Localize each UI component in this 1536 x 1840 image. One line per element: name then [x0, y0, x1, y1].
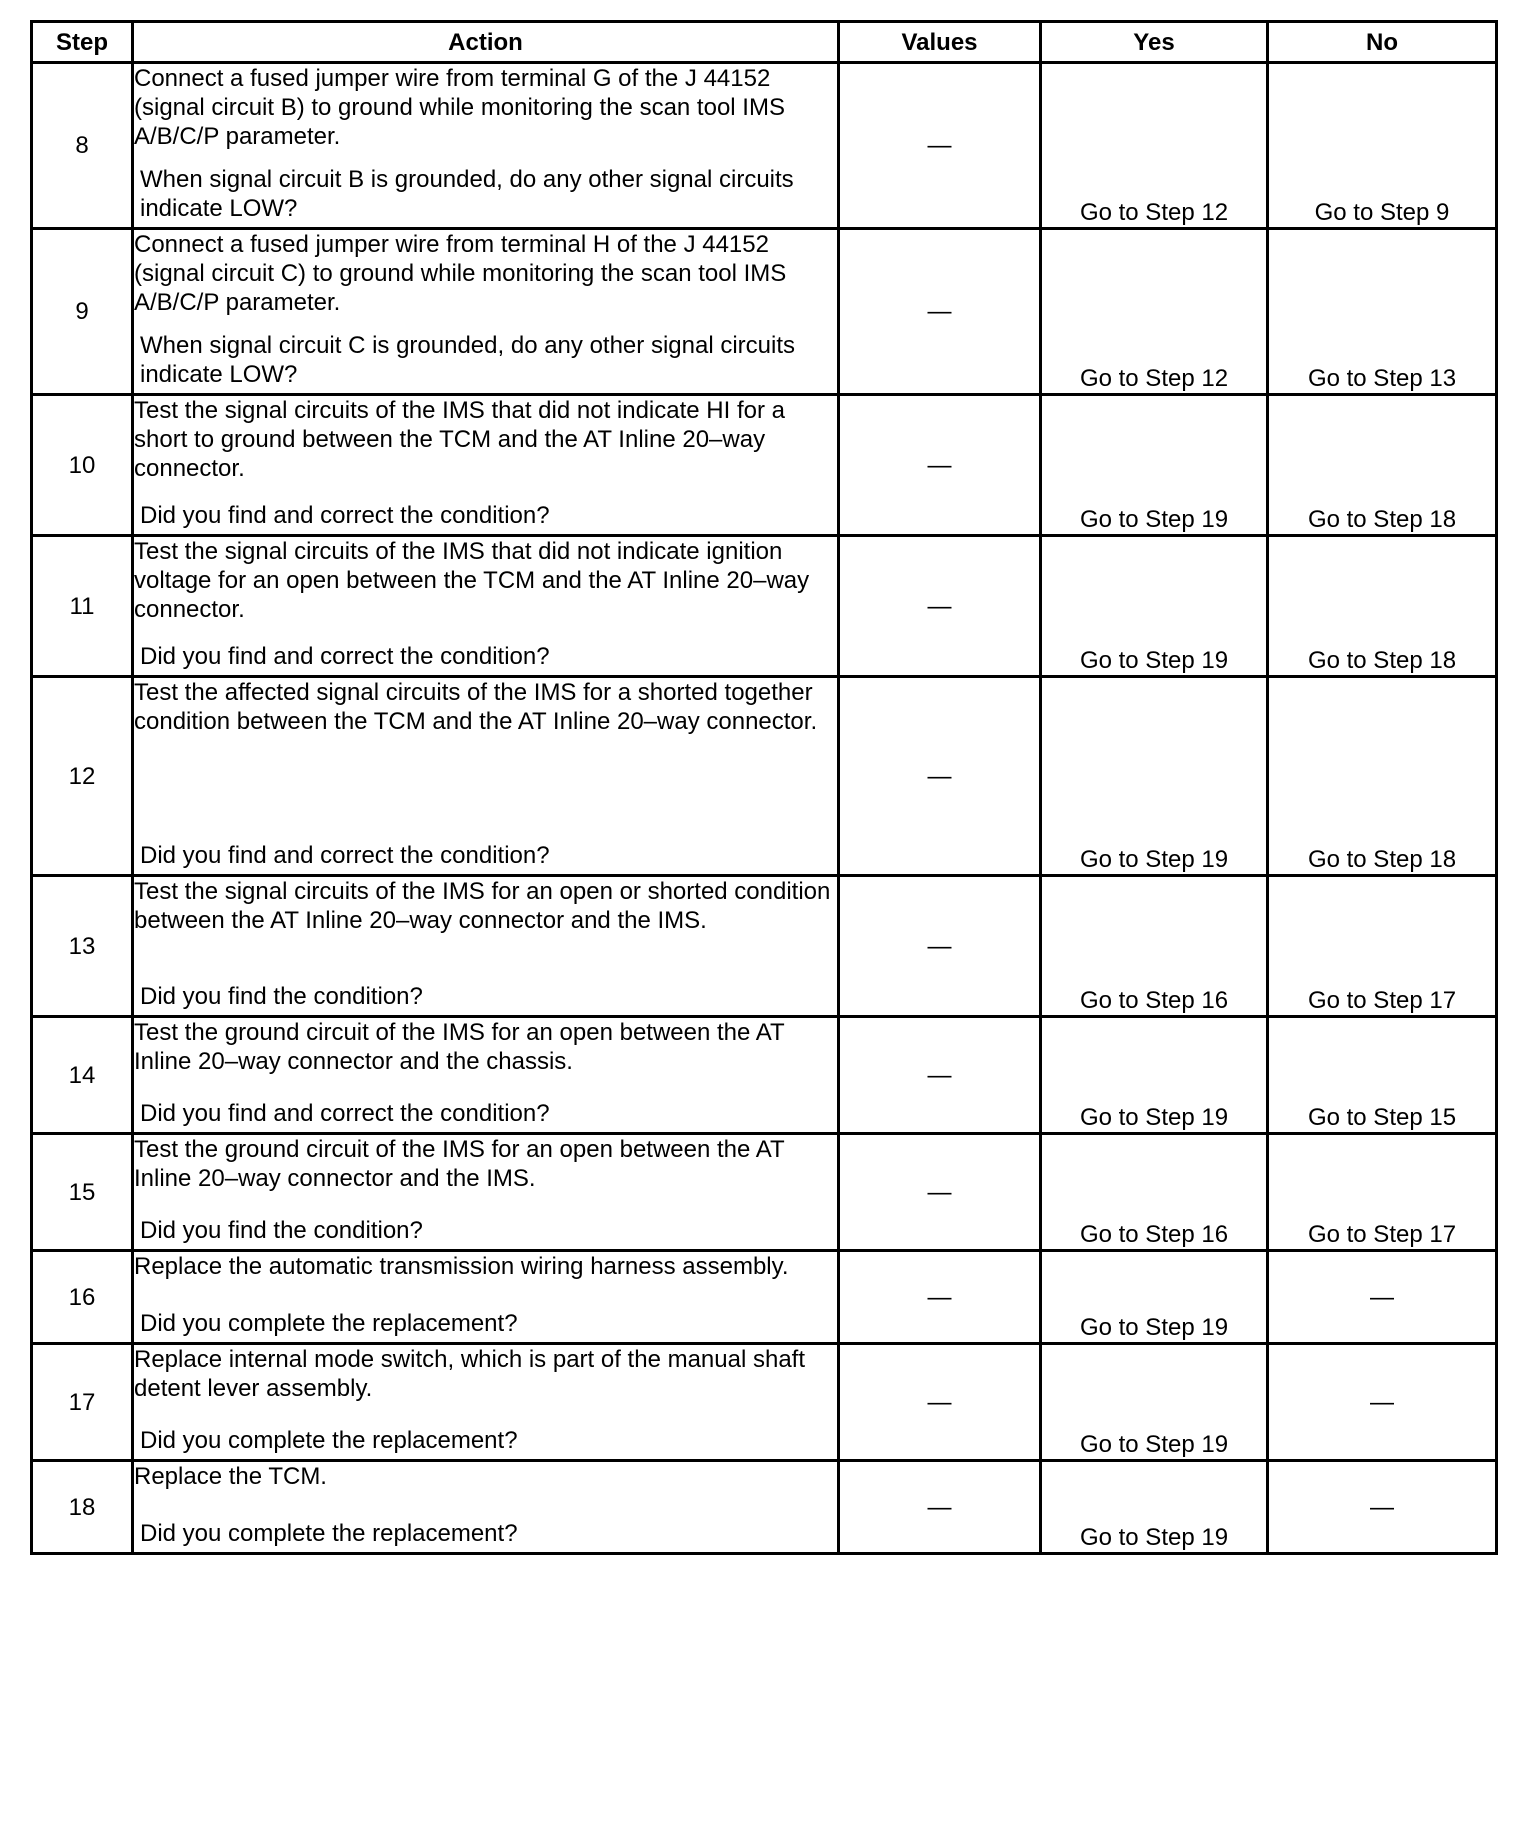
table-row	[32, 1461, 1497, 1554]
step-number: 16	[32, 1251, 133, 1344]
header-action: Action	[133, 22, 839, 63]
action-cell	[133, 229, 839, 395]
step-number: 10	[32, 395, 133, 536]
no-cell: Go to Step 18	[1268, 677, 1497, 876]
values-cell: —	[839, 1251, 1041, 1344]
action-instruction: Replace internal mode switch, which is part of the manual shaft detent lever assembly.	[134, 1346, 806, 1402]
values-cell: —	[839, 1344, 1041, 1461]
action-question: When signal circuit B is grounded, do any other signal circuits indicate LOW?	[140, 166, 794, 222]
action-cell	[133, 1134, 839, 1251]
values-cell: —	[839, 229, 1041, 395]
yes-cell: Go to Step 19	[1041, 1251, 1268, 1344]
action-instruction: Connect a fused jumper wire from terminal H of the J 44152 (signal circuit C) to ground while monitoring the scan tool IMS A/B/C/P parameter.	[134, 231, 787, 316]
table-row	[32, 1017, 1497, 1134]
step-number: 15	[32, 1134, 133, 1251]
step-number: 9	[32, 229, 133, 395]
no-cell: Go to Step 15	[1268, 1017, 1497, 1134]
table-row	[32, 1344, 1497, 1461]
action-cell	[133, 876, 839, 1017]
action-question: Did you find the condition?	[140, 1217, 423, 1244]
no-cell: Go to Step 18	[1268, 536, 1497, 677]
table-row	[32, 1134, 1497, 1251]
yes-cell: Go to Step 12	[1041, 63, 1268, 229]
step-number: 11	[32, 536, 133, 677]
action-cell	[133, 677, 839, 876]
yes-cell: Go to Step 19	[1041, 395, 1268, 536]
action-question: Did you complete the replacement?	[140, 1310, 518, 1337]
no-cell: —	[1268, 1251, 1497, 1344]
action-question: When signal circuit C is grounded, do any other signal circuits indicate LOW?	[140, 332, 795, 388]
action-question: Did you find and correct the condition?	[140, 1100, 550, 1127]
no-cell: Go to Step 18	[1268, 395, 1497, 536]
values-cell: —	[839, 63, 1041, 229]
action-question: Did you find the condition?	[140, 983, 423, 1010]
step-number: 17	[32, 1344, 133, 1461]
step-number: 13	[32, 876, 133, 1017]
action-cell	[133, 1017, 839, 1134]
action-question: Did you complete the replacement?	[140, 1427, 518, 1454]
table-header-row	[32, 22, 1497, 63]
yes-cell: Go to Step 19	[1041, 1461, 1268, 1554]
values-cell: —	[839, 876, 1041, 1017]
diagnostic-steps-table	[30, 20, 1498, 1555]
yes-cell: Go to Step 19	[1041, 536, 1268, 677]
table-row	[32, 395, 1497, 536]
values-cell: —	[839, 395, 1041, 536]
table-row	[32, 876, 1497, 1017]
action-instruction: Test the signal circuits of the IMS that did not indicate ignition voltage for an open between the TCM and the AT Inline 20–way connector.	[134, 538, 810, 623]
no-cell: Go to Step 13	[1268, 229, 1497, 395]
table-row	[32, 229, 1497, 395]
header-values: Values	[839, 22, 1041, 63]
no-cell: Go to Step 9	[1268, 63, 1497, 229]
action-instruction: Test the ground circuit of the IMS for an open between the AT Inline 20–way connector and the IMS.	[134, 1136, 785, 1192]
yes-cell: Go to Step 12	[1041, 229, 1268, 395]
action-cell	[133, 63, 839, 229]
header-step: Step	[32, 22, 133, 63]
action-instruction: Test the affected signal circuits of the IMS for a shorted together condition between the TCM and the AT Inline 20–way connector.	[134, 679, 818, 735]
values-cell: —	[839, 536, 1041, 677]
yes-cell: Go to Step 16	[1041, 876, 1268, 1017]
action-question: Did you find and correct the condition?	[140, 842, 550, 869]
values-cell: —	[839, 1017, 1041, 1134]
no-cell: —	[1268, 1344, 1497, 1461]
table-row	[32, 536, 1497, 677]
action-cell	[133, 1251, 839, 1344]
values-cell: —	[839, 1134, 1041, 1251]
action-cell	[133, 1344, 839, 1461]
header-yes: Yes	[1041, 22, 1268, 63]
step-number: 18	[32, 1461, 133, 1554]
yes-cell: Go to Step 19	[1041, 1017, 1268, 1134]
action-instruction: Test the signal circuits of the IMS that did not indicate HI for a short to ground between the TCM and the AT Inline 20–way connector.	[134, 397, 785, 482]
table-row	[32, 1251, 1497, 1344]
action-instruction: Connect a fused jumper wire from terminal G of the J 44152 (signal circuit B) to ground while monitoring the scan tool IMS A/B/C/P parameter.	[134, 65, 785, 150]
values-cell: —	[839, 677, 1041, 876]
action-instruction: Replace the automatic transmission wiring harness assembly.	[134, 1253, 789, 1280]
no-cell: Go to Step 17	[1268, 1134, 1497, 1251]
action-question: Did you find and correct the condition?	[140, 502, 550, 529]
action-question: Did you complete the replacement?	[140, 1520, 518, 1547]
action-instruction: Test the signal circuits of the IMS for an open or shorted condition between the AT Inline 20–way connector and the IMS.	[134, 878, 831, 934]
action-cell	[133, 1461, 839, 1554]
yes-cell: Go to Step 19	[1041, 677, 1268, 876]
no-cell: Go to Step 17	[1268, 876, 1497, 1017]
table-row	[32, 63, 1497, 229]
action-cell	[133, 536, 839, 677]
step-number: 8	[32, 63, 133, 229]
yes-cell: Go to Step 19	[1041, 1344, 1268, 1461]
action-instruction: Test the ground circuit of the IMS for an open between the AT Inline 20–way connector and the chassis.	[134, 1019, 785, 1075]
step-number: 12	[32, 677, 133, 876]
yes-cell: Go to Step 16	[1041, 1134, 1268, 1251]
values-cell: —	[839, 1461, 1041, 1554]
action-question: Did you find and correct the condition?	[140, 643, 550, 670]
action-instruction: Replace the TCM.	[134, 1463, 327, 1490]
header-no: No	[1268, 22, 1497, 63]
action-cell	[133, 395, 839, 536]
no-cell: —	[1268, 1461, 1497, 1554]
table-row	[32, 677, 1497, 876]
step-number: 14	[32, 1017, 133, 1134]
